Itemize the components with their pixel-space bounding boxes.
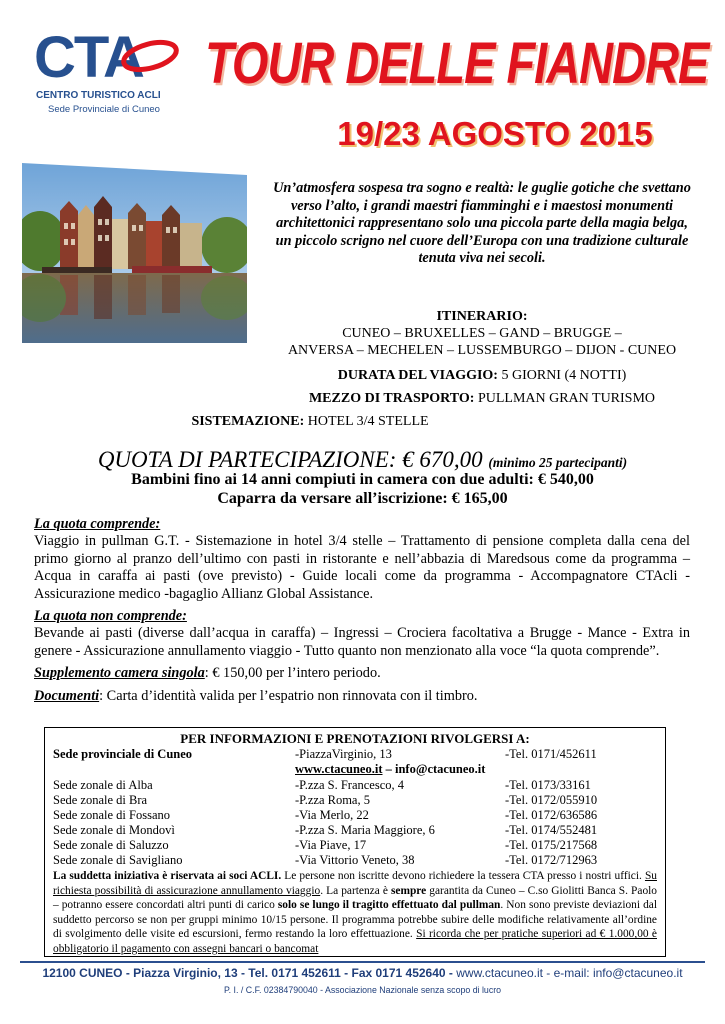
note-members-only: La suddetta iniziativa è riservata ai soci ACLI. xyxy=(53,870,282,882)
supplement-label: Supplemento camera singola xyxy=(34,665,205,681)
supplement-value: : € 150,00 per l’intero periodo. xyxy=(204,665,381,681)
documents xyxy=(34,688,690,706)
note-pickup: solo se lungo il tragitto effettuato dal pullman xyxy=(277,899,501,912)
footer-divider xyxy=(20,961,705,963)
documents-label: Documenti xyxy=(34,688,100,704)
logo-swoosh-icon xyxy=(120,36,180,76)
accommodation-label: SISTEMAZIONE: xyxy=(191,414,305,429)
children-price: Bambini fino ai 14 anni compiuti in camera con due adulti: € 540,00 xyxy=(131,471,594,488)
itinerary-line1: CUNEO – BRUXELLES – GAND – BRUGGE – xyxy=(342,326,622,341)
info-note xyxy=(53,869,657,957)
footer-contacts xyxy=(20,966,705,980)
email-link[interactable]: – info@ctacuneo.it xyxy=(382,762,486,776)
office-address: -P.zza Roma, 5 xyxy=(295,793,370,807)
price-heading xyxy=(20,447,705,473)
note-always: sempre xyxy=(390,884,427,897)
logo-text: CTA xyxy=(34,25,143,90)
footer-legal: P. I. / C.F. 02384790040 - Associazione Nazionale senza scopo di lucro xyxy=(223,985,502,995)
office-phone: -Tel. 0172/636586 xyxy=(505,808,598,822)
office-phone: -Tel. 0174/552481 xyxy=(505,823,598,837)
transport-value: PULLMAN GRAN TURISMO xyxy=(474,391,656,406)
itinerary xyxy=(272,308,692,359)
includes-text: Viaggio in pullman G.T. - Sistemazione in hotel 3/4 stelle – Trattamento di pensione completa dalla cena del primo giorno al pranzo dell’ultimo con pasti in ristorante e nell’abbazia di Maredsous come da programma – Acqua in caraffa ai pasti (ove previsto) - Guide locali come da programma - Accompagnatore CTAcli - Assicurazione medico -bagaglio Allianz Global Assistance. xyxy=(34,533,690,602)
office-name: Sede provinciale di Cuneo xyxy=(53,747,193,761)
office-name: Sede zonale di Alba xyxy=(53,778,153,792)
office-address: -Via Piave, 17 xyxy=(295,838,367,852)
accommodation xyxy=(100,413,520,430)
duration xyxy=(272,367,692,384)
office-name: Sede zonale di Bra xyxy=(53,793,148,807)
website-link[interactable]: www.ctacuneo.it xyxy=(295,762,383,776)
intro-text: Un’atmosfera sospesa tra sogno e realtà: le guglie gotiche che svettano verso l’alto, i grandi maestri fiamminghi e i maestosi monumenti architettonici rappresentano solo una piccola parte della magia belga, un piccolo scrigno nel cuore dell’Europa con una tradizione culturale tenuta viva nei secoli. xyxy=(273,180,691,267)
info-box xyxy=(44,727,666,957)
office-phone: -Tel. 0173/33161 xyxy=(505,778,591,792)
office-name: Sede zonale di Mondovì xyxy=(53,823,175,837)
office-phone: -Tel. 0171/452611 xyxy=(505,747,597,761)
office-address: -P.zza S. Francesco, 4 xyxy=(295,778,404,792)
duration-value: 5 GIORNI (4 NOTTI) xyxy=(497,368,627,383)
tour-date: 19/23 AGOSTO 2015 xyxy=(337,115,653,152)
price-minimum: (minimo 25 partecipanti) xyxy=(488,455,628,470)
includes-heading: La quota comprende: xyxy=(34,516,161,532)
office-name: Sede zonale di Fossano xyxy=(53,808,170,822)
office-name: Sede zonale di Saluzzo xyxy=(53,838,169,852)
documents-value: : Carta d’identità valida per l’espatrio non rinnovata con il timbro. xyxy=(99,688,478,704)
single-supplement xyxy=(34,665,690,683)
office-address: -P.zza S. Maria Maggiore, 6 xyxy=(295,823,435,837)
transport xyxy=(272,390,692,407)
office-address: -PiazzaVirginio, 13 xyxy=(295,747,392,761)
note-text: . La partenza è xyxy=(320,884,391,897)
accommodation-value: HOTEL 3/4 STELLE xyxy=(304,414,429,429)
excludes-heading: La quota non comprende: xyxy=(34,608,187,624)
deposit: Caparra da versare all’iscrizione: € 165,00 xyxy=(217,490,508,507)
note-payment: Si ricorda che per pratiche superiori ad € 1.000,00 è obbligatorio il pagamento con assegni bancari o bancomat xyxy=(53,928,657,955)
office-address: -Via Merlo, 22 xyxy=(295,808,369,822)
logo-sede: Sede Provinciale di Cuneo xyxy=(48,104,160,115)
footer-address: 12100 CUNEO - Piazza Virginio, 13 - Tel. 0171 452611 - Fax 0171 452640 - xyxy=(42,966,457,980)
duration-label: DURATA DEL VIAGGIO: xyxy=(337,368,498,383)
office-phone: -Tel. 0172/055910 xyxy=(505,793,598,807)
note-text: Le persone non iscritte devono richiedere la tessera CTA presso i nostri uffici. xyxy=(281,870,645,882)
footer-web-email[interactable]: www.ctacuneo.it - e-mail: info@ctacuneo.it xyxy=(456,966,683,980)
note-insurance: Su richiesta possibilità di assicurazione annullamento viaggio xyxy=(53,870,657,897)
info-heading: PER INFORMAZIONI E PRENOTAZIONI RIVOLGERSI A: xyxy=(180,731,530,746)
excludes-text: Bevande ai pasti (diverse dall’acqua in caraffa) – Ingressi – Crociera facoltativa a Brugge - Mance - Extra in genere - Assicurazione annullamento viaggio - Tutto quanto non menzionato alla voce “la quota comprende”. xyxy=(34,625,690,659)
office-phone: -Tel. 0172/712963 xyxy=(505,853,598,867)
note-text: garantita da Cuneo – C.so Giolitti Banca S. Paolo – potranno essere concordati altri punti di carico xyxy=(53,884,657,912)
canal-photo xyxy=(22,163,247,393)
itinerary-label: ITINERARIO: xyxy=(436,309,528,324)
cta-logo xyxy=(34,25,184,122)
page-title: TOUR DELLE FIANDRE xyxy=(205,29,709,96)
office-phone: -Tel. 0175/217568 xyxy=(505,838,598,852)
itinerary-line2: ANVERSA – MECHELEN – LUSSEMBURGO – DIJON - CUNEO xyxy=(287,343,677,358)
note-text: . Non sono previste deviazioni dal suddetto percorso se non per gruppi minimo 10/15 persone. Il programma potrebbe subire delle modifiche relativamente all’ordine di svolgimento delle visite ed escursioni, fermo restando la loro effettuazione. xyxy=(53,899,657,941)
transport-label: MEZZO DI TRASPORTO: xyxy=(308,391,475,406)
office-address: -Via Vittorio Veneto, 38 xyxy=(295,853,415,867)
office-name: Sede zonale di Savigliano xyxy=(53,853,183,867)
price-text: QUOTA DI PARTECIPAZIONE: € 670,00 xyxy=(97,447,489,472)
logo-org: CENTRO TURISTICO ACLI xyxy=(36,90,161,101)
